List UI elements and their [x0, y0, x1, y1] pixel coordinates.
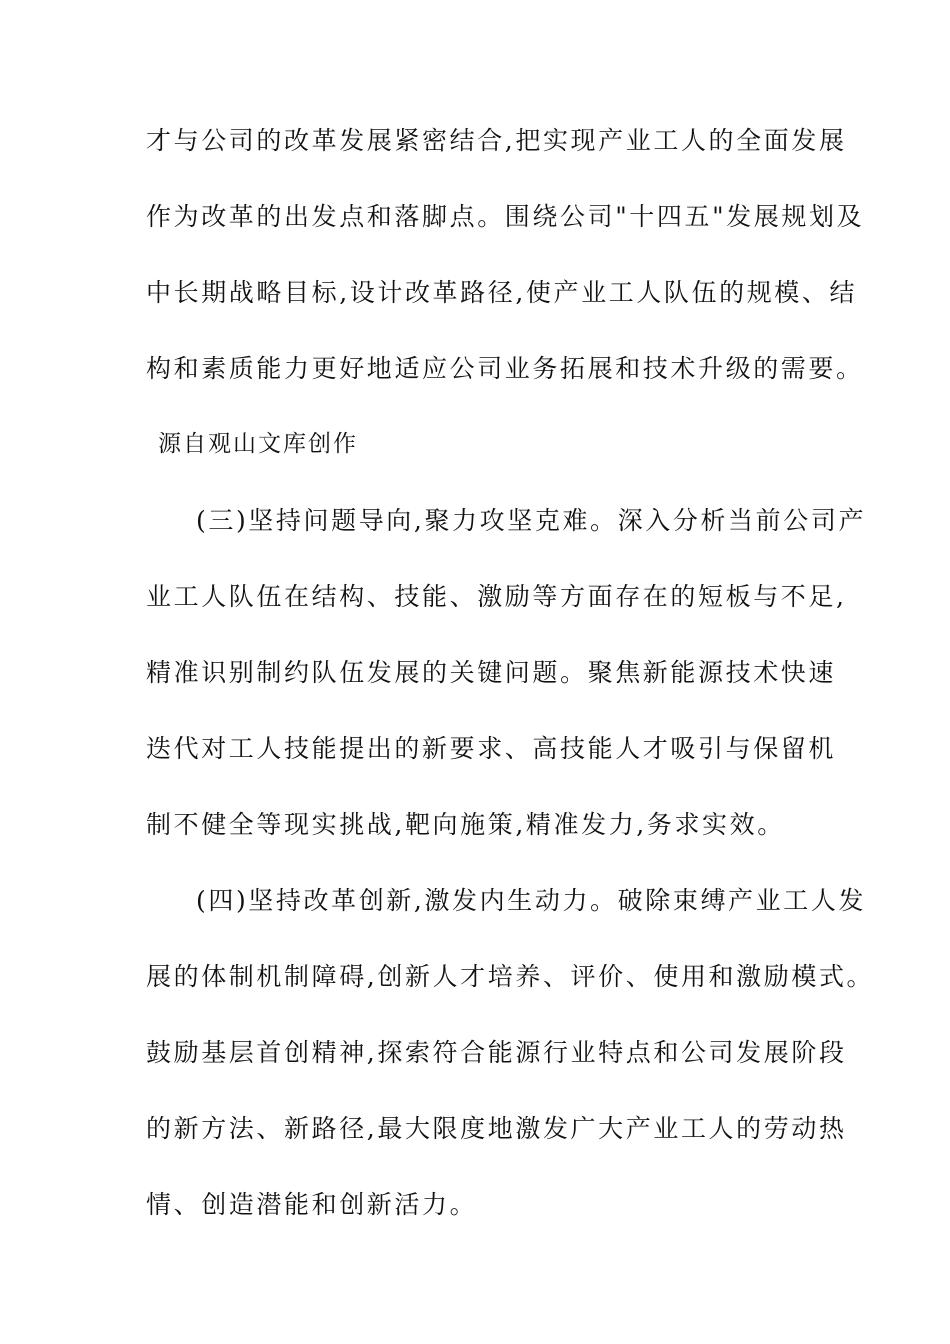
text-line: 鼓励基层首创精神,探索符合能源行业特点和公司发展阶段 — [146, 1038, 847, 1067]
text-line: 构和素质能力更好地适应公司业务拓展和技术升级的需要。 — [146, 354, 864, 383]
text-line: 中长期战略目标,设计改革路径,使产业工人队伍的规模、结 — [146, 278, 858, 307]
text-line: 制不健全等现实挑战,靶向施策,精准发力,务求实效。 — [146, 810, 785, 839]
source-note: 源自观山文库创作 — [158, 431, 358, 457]
text-line: 迭代对工人技能提出的新要求、高技能人才吸引与保留机 — [146, 734, 837, 763]
text-line: 才与公司的改革发展紧密结合,把实现产业工人的全面发展 — [146, 126, 847, 155]
text-line: 的新方法、新路径,最大限度地激发广大产业工人的劳动热 — [146, 1114, 847, 1143]
text-line: 业工人队伍在结构、技能、激励等方面存在的短板与不足, — [146, 582, 847, 611]
text-line: 展的体制机制障碍,创新人才培养、评价、使用和激励模式。 — [146, 962, 875, 991]
text-line: 作为改革的出发点和落脚点。围绕公司"十四五"发展规划及 — [146, 202, 865, 231]
text-line: 精准识别制约队伍发展的关键问题。聚焦新能源技术快速 — [146, 658, 837, 687]
paragraph-3-first-line: (三)坚持问题导向,聚力攻坚克难。深入分析当前公司产 — [196, 506, 867, 535]
paragraph-4-first-line: (四)坚持改革创新,激发内生动力。破除束缚产业工人发 — [196, 886, 867, 915]
text-line: 情、创造潜能和创新活力。 — [146, 1190, 478, 1219]
